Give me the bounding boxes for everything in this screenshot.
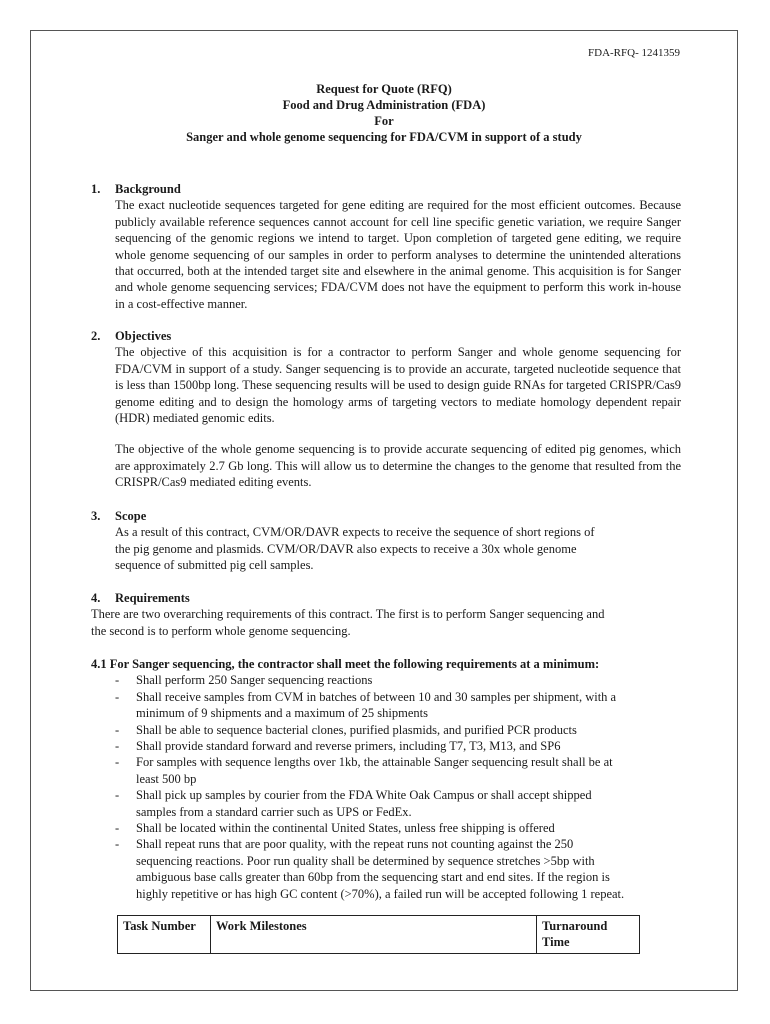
list-item: - Shall pick up samples by courier from the FDA White Oak Campus or shall accept shipped samples from a standard carrier such as UPS or FedEx. xyxy=(113,787,711,820)
section-text: The exact nucleotide sequences targeted for gene editing are required for the most efficient outcomes. Because publicly available reference sequences cannot account for cell line specific genetic variation, we require Sanger sequencing of the genomic regions we intend to target. Upon completion of targeted gene editing, we require whole genome sequencing of our samples in order to perform analyses to determine the unintended alterations that occurred, both at the intended target site and elsewhere in the animal genome. This acquisition is for Sanger and whole genome sequencing services; FDA/CVM does not have the equipment to perform this work in-house in a cost-effective manner. xyxy=(115,198,681,311)
title-line: Food and Drug Administration (FDA) xyxy=(282,98,486,112)
task-table xyxy=(117,915,640,954)
section-sanger-requirements xyxy=(91,656,711,902)
table-header-cell: Task Number xyxy=(118,916,211,954)
requirement-list xyxy=(113,672,711,902)
list-item: - For samples with sequence lengths over 1kb, the attainable Sanger sequencing result shall be at least 500 bp xyxy=(113,754,711,787)
section-requirements xyxy=(91,590,711,639)
section-heading: 2. Objectives xyxy=(91,329,172,343)
section-background xyxy=(91,181,681,312)
section-objectives xyxy=(91,328,681,491)
list-item: - Shall perform 250 Sanger sequencing reactions xyxy=(113,672,711,688)
section-scope xyxy=(91,508,691,574)
list-item: - Shall be able to sequence bacterial clones, purified plasmids, and purified PCR products xyxy=(113,722,711,738)
section-text: As a result of this contract, CVM/OR/DAVR expects to receive the sequence of short regions of the pig genome and plasmids. CVM/OR/DAVR also expects to receive a 30x whole genome sequence of submitted pig cell samples. xyxy=(115,525,595,573)
list-item: - Shall repeat runs that are poor quality, with the repeat runs not counting against the 250 sequencing reactions. Poor run quality shall be determined by sequence stretches >5bp with ambiguous base calls greater than 60bp from the sequencing start and end sites. If the region is highly repetitive or has high GC content (>70%), a failed run will be accepted following 1 repeat. xyxy=(113,836,711,902)
section-text: The objective of this acquisition is for a contractor to perform Sanger and whole genome sequencing for FDA/CVM in support of a study. Sanger sequencing is to provide an accurate, targeted nucleotide sequence that is less than 1500bp long. These sequencing results will be used to design guide RNAs for targeted CRISPR/Cas9 genome editing and to design the homology arms of targeting vectors to mediate homology dependent repair (HDR) mediated genomic edits. xyxy=(115,345,681,426)
title-line: For xyxy=(374,114,394,128)
section-heading: 4. Requirements xyxy=(91,591,190,605)
table-header-cell: Work Milestones xyxy=(211,916,537,954)
section-text: There are two overarching requirements of this contract. The first is to perform Sanger sequencing and the second is to perform whole genome sequencing. xyxy=(91,607,605,638)
list-item: - Shall receive samples from CVM in batches of between 10 and 30 samples per shipment, with a minimum of 9 shipments and a maximum of 25 shipments xyxy=(113,689,711,722)
list-item: - Shall provide standard forward and reverse primers, including T7, T3, M13, and SP6 xyxy=(113,738,711,754)
list-item: - Shall be located within the continental United States, unless free shipping is offered xyxy=(113,820,711,836)
section-text: The objective of the whole genome sequencing is to provide accurate sequencing of edited pig genomes, which are approximately 2.7 Gb long. This will allow us to determine the changes to the genome that resulted from the CRISPR/Cas9 mediated editing events. xyxy=(115,442,681,490)
document-id: FDA-RFQ- 1241359 xyxy=(588,47,680,59)
section-heading: 1. Background xyxy=(91,182,181,196)
title-line: Request for Quote (RFQ) xyxy=(316,82,452,96)
section-heading: 3. Scope xyxy=(91,509,147,523)
title-line: Sanger and whole genome sequencing for FDA/CVM in support of a study xyxy=(186,130,582,144)
subsection-heading: 4.1 For Sanger sequencing, the contractor shall meet the following requirements at a minimum: xyxy=(91,657,600,671)
table-header-cell: Turnaround Time xyxy=(537,916,640,954)
table-header-row xyxy=(118,916,640,954)
document-title xyxy=(30,81,738,145)
